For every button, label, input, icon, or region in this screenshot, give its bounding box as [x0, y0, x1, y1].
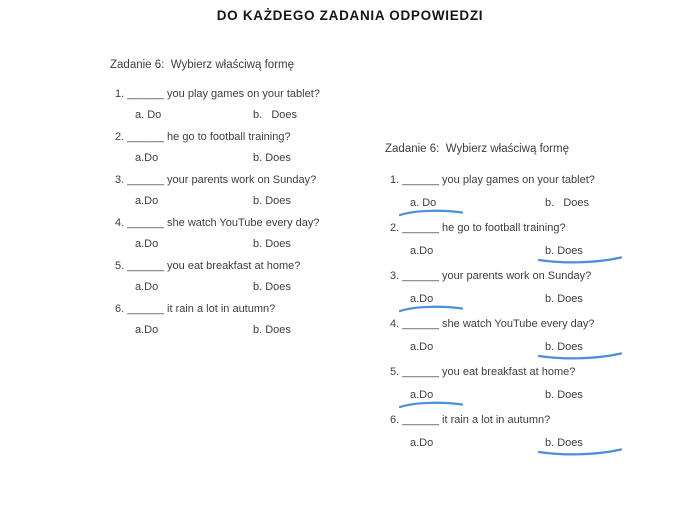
question [110, 174, 360, 207]
question [385, 270, 665, 305]
question-blank: ______ [127, 88, 164, 100]
question-blank: ______ [402, 414, 439, 426]
question-blank: ______ [402, 318, 439, 330]
options-row [110, 324, 360, 336]
option-b: b. Does [545, 437, 583, 449]
question-num: 6. [115, 303, 125, 315]
option-a: a.Do [135, 152, 159, 164]
option-b: b. Does [253, 195, 291, 207]
option-b: b. Does [545, 389, 583, 401]
options-row [385, 245, 665, 257]
question [110, 260, 360, 293]
option-b: b. Does [545, 293, 583, 305]
answer-underline-icon [398, 400, 464, 410]
question-text [115, 260, 360, 272]
question-text: you eat breakfast at home? [442, 366, 576, 378]
question [110, 303, 360, 336]
question-list [110, 88, 360, 336]
question-text [115, 217, 360, 229]
question-text: you play games on your tablet? [167, 88, 320, 100]
question-num: 3. [390, 270, 400, 282]
option-a: a. Do [410, 197, 436, 209]
question-text [115, 88, 360, 100]
question [385, 414, 665, 449]
question-text: your parents work on Sunday? [167, 174, 317, 186]
option-a: a.Do [135, 195, 159, 207]
question-num: 2. [115, 131, 125, 143]
options-row [110, 152, 360, 164]
options-row [110, 109, 360, 121]
question-text [390, 174, 665, 186]
question-num: 3. [115, 174, 125, 186]
options-row [385, 341, 665, 353]
options-row [110, 195, 360, 207]
question-blank: ______ [402, 222, 439, 234]
question-text: it rain a lot in autumn? [167, 303, 276, 315]
option-b: b. Does [253, 109, 298, 121]
options-row [385, 389, 665, 401]
question-num: 5. [390, 366, 400, 378]
task-header: Zadanie 6: Wybierz właściwą formę [385, 143, 569, 155]
question-blank: ______ [402, 270, 439, 282]
question-text [115, 131, 360, 143]
worksheet-copy-unanswered [110, 58, 360, 346]
question-blank: ______ [127, 174, 164, 186]
question [110, 131, 360, 164]
question-text [115, 174, 360, 186]
option-a: a.Do [410, 341, 434, 353]
answer-underline-icon [537, 256, 623, 266]
question-text [390, 366, 665, 378]
question-text: he go to football training? [167, 131, 291, 143]
option-a: a. Do [135, 109, 162, 121]
question-blank: ______ [127, 303, 164, 315]
question [110, 88, 360, 121]
option-b: b. Does [545, 197, 590, 209]
question-blank: ______ [127, 217, 164, 229]
question-blank: ______ [127, 131, 164, 143]
question [110, 217, 360, 250]
worksheet-copy-answered [385, 142, 665, 462]
question-text [390, 270, 665, 282]
question-text: she watch YouTube every day? [167, 217, 320, 229]
question-num: 4. [115, 217, 125, 229]
question-text: you eat breakfast at home? [167, 260, 301, 272]
option-b: b. Does [545, 245, 583, 257]
question-text: she watch YouTube every day? [442, 318, 595, 330]
option-a: a.Do [410, 293, 433, 305]
question-blank: ______ [402, 174, 439, 186]
question-num: 1. [115, 88, 125, 100]
question-blank: ______ [127, 260, 164, 272]
question-text: you play games on your tablet? [442, 174, 595, 186]
option-b: b. Does [545, 341, 583, 353]
option-b: b. Does [253, 152, 291, 164]
option-a: a.Do [410, 437, 434, 449]
question [385, 222, 665, 257]
option-a: a.Do [410, 389, 433, 401]
question-num: 2. [390, 222, 400, 234]
question-num: 1. [390, 174, 400, 186]
question-text: he go to football training? [442, 222, 566, 234]
question-text [115, 303, 360, 315]
option-a: a.Do [410, 245, 434, 257]
answer-underline-icon [537, 352, 623, 362]
question [385, 366, 665, 401]
option-b: b. Does [253, 238, 291, 250]
question-text [390, 414, 665, 426]
option-a: a.Do [135, 238, 159, 250]
answer-underline-icon [398, 304, 464, 314]
options-row [385, 437, 665, 449]
answer-underline-icon [398, 208, 464, 218]
page-title: DO KAŻDEGO ZADANIA ODPOWIEDZI [216, 8, 484, 23]
option-b: b. Does [253, 324, 291, 336]
question-text [390, 222, 665, 234]
options-row [110, 238, 360, 250]
task-header: Zadanie 6: Wybierz właściwą formę [110, 59, 294, 71]
question [385, 318, 665, 353]
question-text [390, 318, 665, 330]
question-blank: ______ [402, 366, 439, 378]
question-num: 6. [390, 414, 400, 426]
question-num: 4. [390, 318, 400, 330]
option-a: a.Do [135, 281, 159, 293]
answer-underline-icon [537, 448, 623, 458]
question [385, 174, 665, 209]
question-text: it rain a lot in autumn? [442, 414, 551, 426]
question-text: your parents work on Sunday? [442, 270, 592, 282]
options-row [110, 281, 360, 293]
options-row [385, 197, 665, 209]
option-b: b. Does [253, 281, 291, 293]
option-a: a.Do [135, 324, 159, 336]
question-num: 5. [115, 260, 125, 272]
question-list [385, 174, 665, 449]
options-row [385, 293, 665, 305]
